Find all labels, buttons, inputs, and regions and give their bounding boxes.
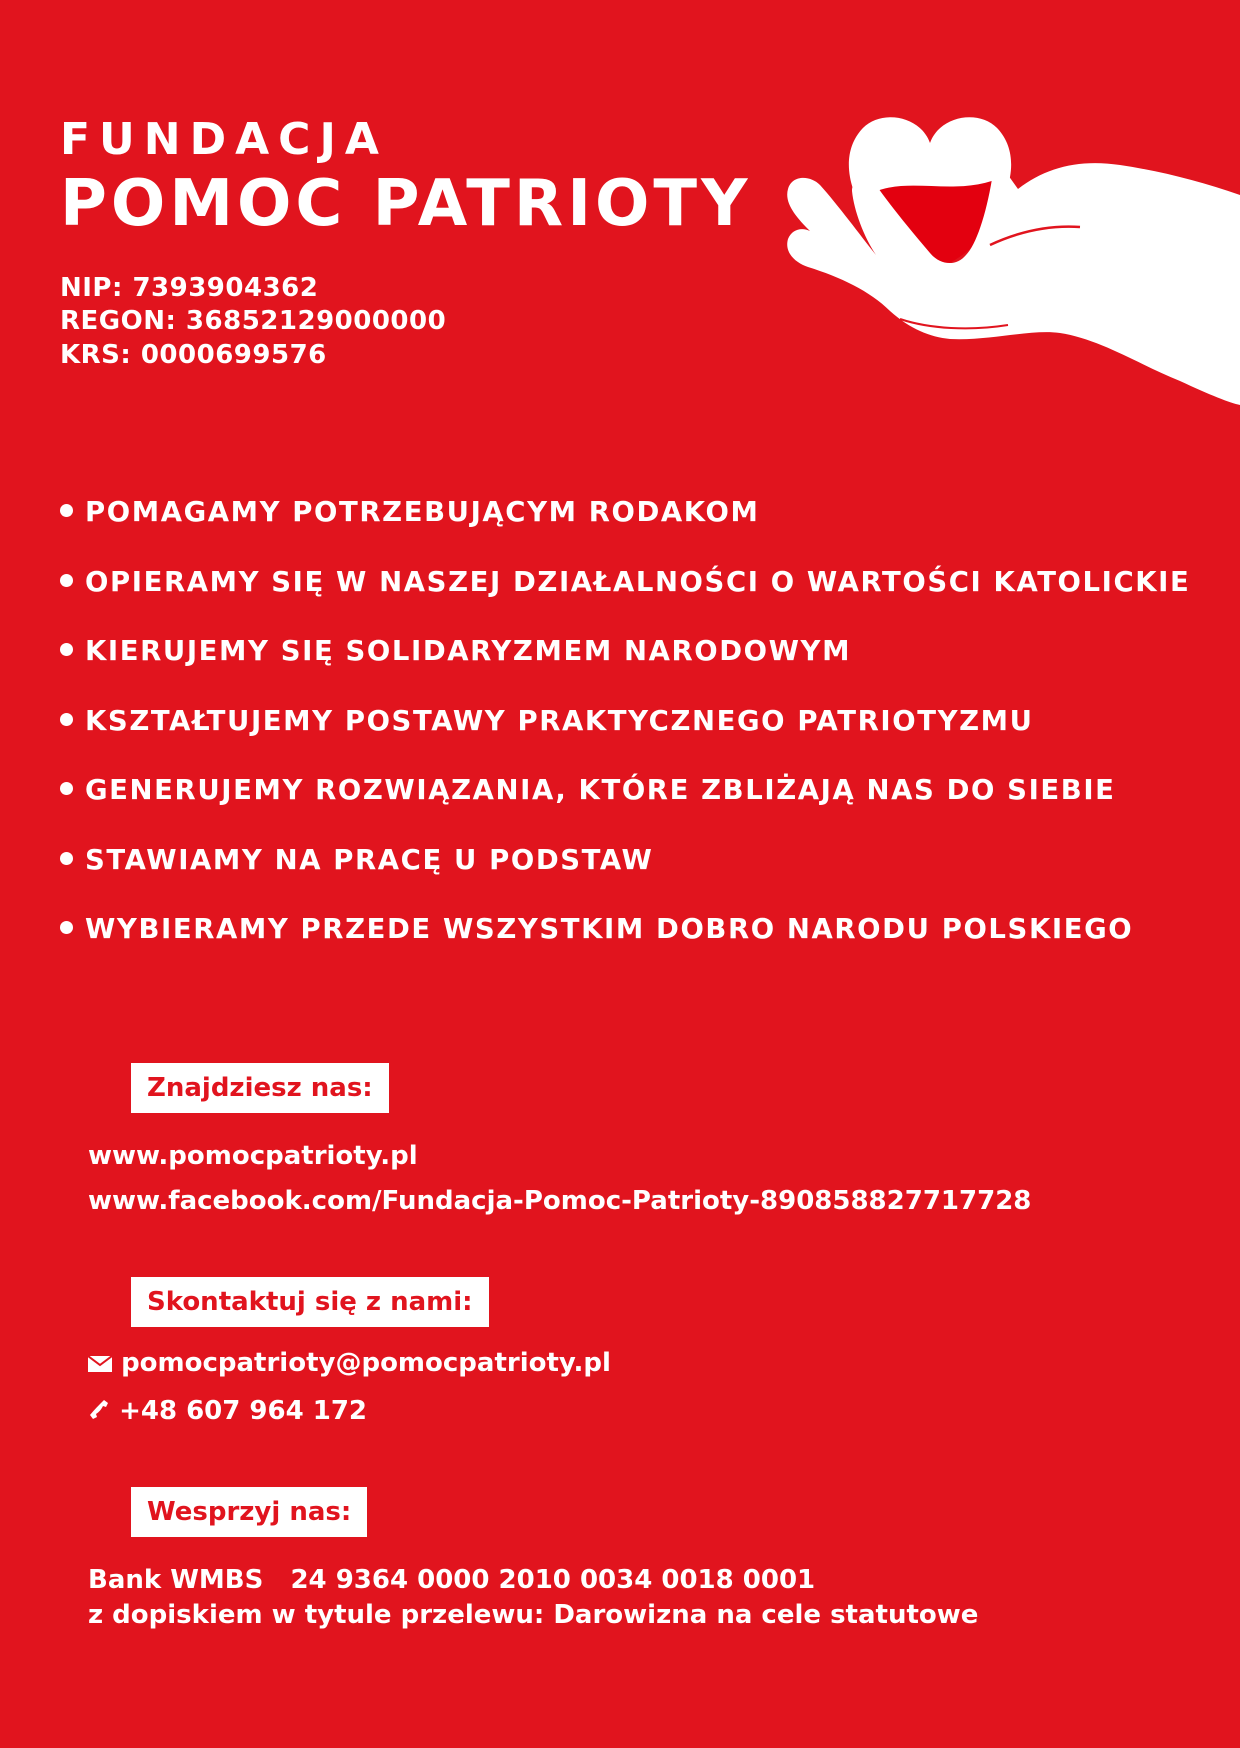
- title-small: FUNDACJA: [60, 114, 388, 165]
- bullet-icon: [60, 643, 73, 656]
- email-row: [88, 1350, 611, 1377]
- email-link[interactable]: pomocpatrioty@pomocpatrioty.pl: [121, 1348, 611, 1378]
- list-item: KIERUJEMY SIĘ SOLIDARYZMEM NARODOWYM: [60, 633, 1190, 703]
- bullet-icon: [60, 713, 73, 726]
- find-us-label: Znajdziesz nas:: [131, 1063, 389, 1113]
- bullet-icon: [60, 852, 73, 865]
- envelope-icon: [88, 1351, 112, 1377]
- bank-account: Bank WMBS 24 9364 0000 2010 0034 0018 0001: [88, 1565, 816, 1595]
- support-label: Wesprzyj nas:: [131, 1487, 367, 1537]
- krs-text: KRS: 0000699576: [60, 340, 327, 370]
- list-item: KSZTAŁTUJEMY POSTAWY PRAKTYCZNEGO PATRIOTYZMU: [60, 703, 1190, 773]
- list-item: POMAGAMY POTRZEBUJĄCYM RODAKOM: [60, 494, 1190, 564]
- facebook-link[interactable]: www.facebook.com/Fundacja-Pomoc-Patrioty-890858827717728: [88, 1186, 1032, 1216]
- list-item: GENERUJEMY ROZWIĄZANIA, KTÓRE ZBLIŻAJĄ NAS DO SIEBIE: [60, 772, 1190, 842]
- regon-text: REGON: 36852129000000: [60, 306, 447, 336]
- title-big: POMOC PATRIOTY: [60, 167, 752, 241]
- contact-label: Skontaktuj się z nami:: [131, 1277, 489, 1327]
- phone-number[interactable]: +48 607 964 172: [119, 1396, 368, 1426]
- list-item: WYBIERAMY PRZEDE WSZYSTKIM DOBRO NARODU POLSKIEGO: [60, 911, 1190, 981]
- hand-holding-heart-icon: [780, 115, 1240, 405]
- nip-text: NIP: 7393904362: [60, 273, 319, 303]
- bullet-icon: [60, 574, 73, 587]
- website-link[interactable]: www.pomocpatrioty.pl: [88, 1141, 418, 1171]
- list-item: OPIERAMY SIĘ W NASZEJ DZIAŁALNOŚCI O WARTOŚCI KATOLICKIE: [60, 564, 1190, 634]
- transfer-note: z dopiskiem w tytule przelewu: Darowizna na cele statutowe: [88, 1600, 979, 1630]
- phone-icon: [88, 1398, 110, 1425]
- bullet-icon: [60, 782, 73, 795]
- phone-row: [88, 1398, 367, 1425]
- values-list: [60, 494, 1190, 981]
- bullet-icon: [60, 504, 73, 517]
- bullet-icon: [60, 921, 73, 934]
- list-item: STAWIAMY NA PRACĘ U PODSTAW: [60, 842, 1190, 912]
